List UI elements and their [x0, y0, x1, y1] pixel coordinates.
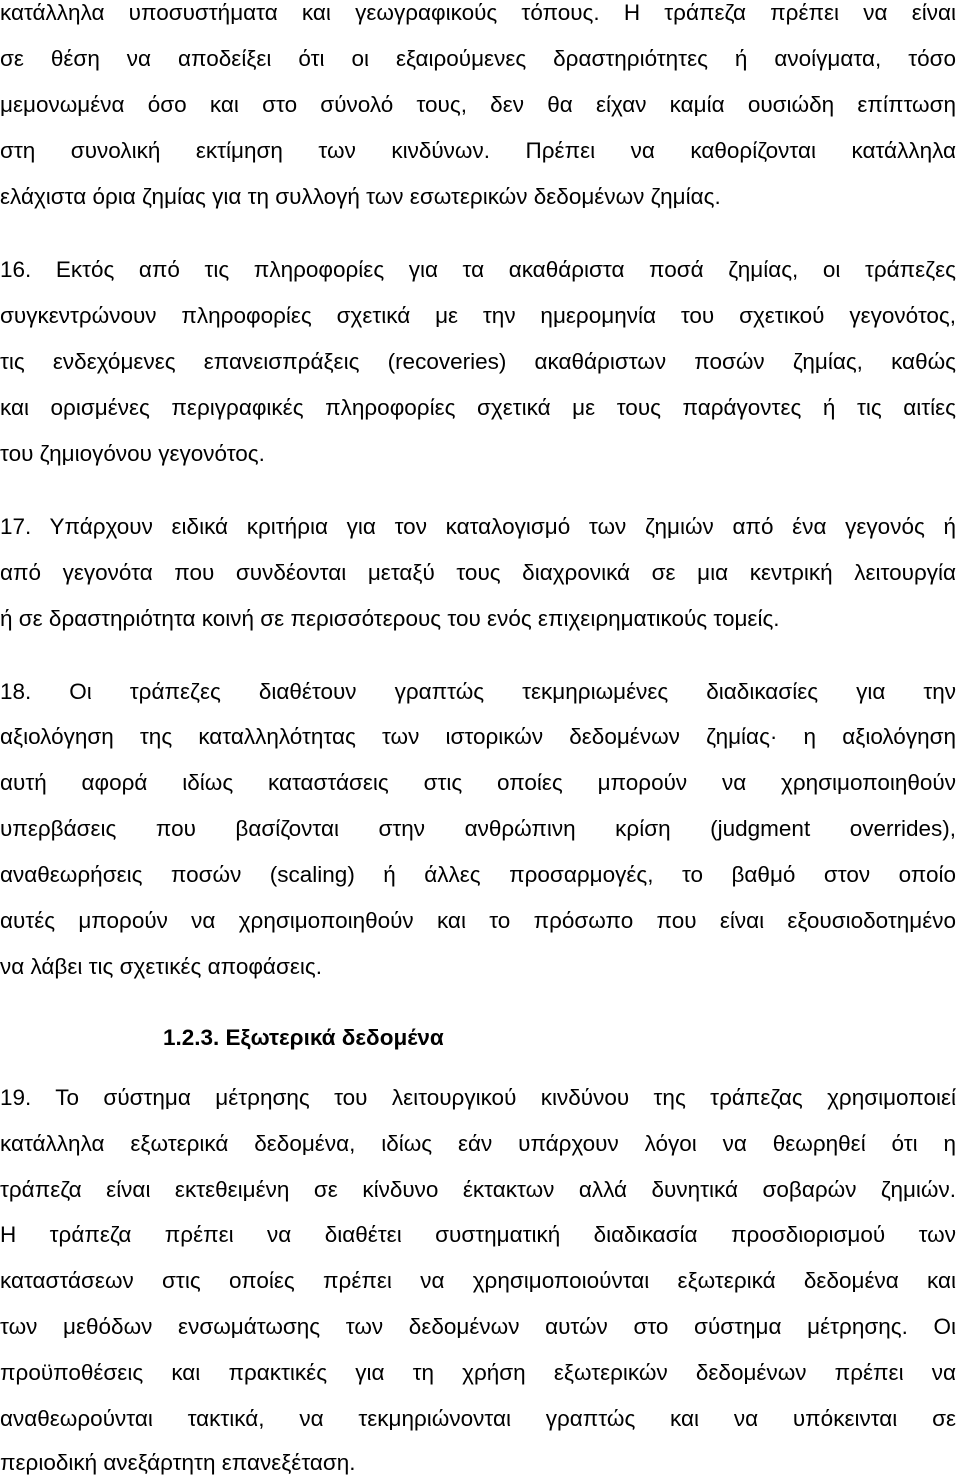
paragraph-19-line: περιοδική ανεξάρτητη επανεξέταση.: [0, 1450, 356, 1475]
paragraph-18-line: αυτές μπορούν να χρησιμοποιηθούν και το πρόσωπο που είναι εξουσιοδοτημένο: [0, 908, 956, 933]
paragraph-19-line: προϋποθέσεις και πρακτικές για τη χρήση εξωτερικών δεδομένων πρέπει να: [0, 1360, 956, 1385]
section-heading: 1.2.3. Εξωτερικά δεδομένα: [163, 1025, 444, 1050]
paragraph-16-line: τις ενδεχόμενες επανεισπράξεις (recoveries) ακαθάριστων ποσών ζημίας, καθώς: [0, 349, 956, 374]
paragraph-17-line: 17. Υπάρχουν ειδικά κριτήρια για τον καταλογισμό των ζημιών από ένα γεγονός ή: [0, 514, 956, 539]
paragraph-19-line: αναθεωρούνται τακτικά, να τεκμηριώνονται γραπτώς και να υπόκεινται σε: [0, 1406, 956, 1431]
paragraph-19-line: τράπεζα είναι εκτεθειμένη σε κίνδυνο έκτακτων αλλά δυνητικά σοβαρών ζημιών.: [0, 1177, 956, 1202]
paragraph-16-line: και ορισμένες περιγραφικές πληροφορίες σχετικά με τους παράγοντες ή τις αιτίες: [0, 395, 956, 420]
paragraph-17-line: ή σε δραστηριότητα κοινή σε περισσότερους του ενός επιχειρηματικούς τομείς.: [0, 606, 780, 631]
paragraph-16-line: του ζημιογόνου γεγονότος.: [0, 441, 265, 466]
paragraph-16-line: 16. Εκτός από τις πληροφορίες για τα ακαθάριστα ποσά ζημίας, οι τράπεζες: [0, 257, 956, 282]
paragraph-18-line: να λάβει τις σχετικές αποφάσεις.: [0, 954, 322, 979]
text-line: σε θέση να αποδείξει ότι οι εξαιρούμενες δραστηριότητες ή ανοίγματα, τόσο: [0, 46, 956, 71]
text-line: κατάλληλα υποσυστήματα και γεωγραφικούς τόπους. Η τράπεζα πρέπει να είναι: [0, 0, 956, 25]
paragraph-16-line: συγκεντρώνουν πληροφορίες σχετικά με την ημερομηνία του σχετικού γεγονότος,: [0, 303, 956, 328]
paragraph-19-line: Η τράπεζα πρέπει να διαθέτει συστηματική διαδικασία προσδιορισμού των: [0, 1222, 956, 1247]
text-line: ελάχιστα όρια ζημίας για τη συλλογή των εσωτερικών δεδομένων ζημίας.: [0, 184, 721, 209]
text-line: μεμονωμένα όσο και στο σύνολό τους, δεν θα είχαν καμία ουσιώδη επίπτωση: [0, 92, 956, 117]
paragraph-18-line: αναθεωρήσεις ποσών (scaling) ή άλλες προσαρμογές, το βαθμό στον οποίο: [0, 862, 956, 887]
paragraph-18-line: υπερβάσεις που βασίζονται στην ανθρώπινη κρίση (judgment overrides),: [0, 816, 956, 841]
paragraph-18-line: αυτή αφορά ιδίως καταστάσεις στις οποίες μπορούν να χρησιμοποιηθούν: [0, 770, 956, 795]
paragraph-17-line: από γεγονότα που συνδέονται μεταξύ τους διαχρονικά σε μια κεντρική λειτουργία: [0, 560, 956, 585]
paragraph-19-line: των μεθόδων ενσωμάτωσης των δεδομένων αυτών στο σύστημα μέτρησης. Οι: [0, 1314, 956, 1339]
paragraph-18-line: 18. Οι τράπεζες διαθέτουν γραπτώς τεκμηριωμένες διαδικασίες για την: [0, 679, 956, 704]
paragraph-19-line: κατάλληλα εξωτερικά δεδομένα, ιδίως εάν υπάρχουν λόγοι να θεωρηθεί ότι η: [0, 1131, 956, 1156]
paragraph-18-line: αξιολόγηση της καταλληλότητας των ιστορικών δεδομένων ζημίας· η αξιολόγηση: [0, 724, 956, 749]
paragraph-19-line: καταστάσεων στις οποίες πρέπει να χρησιμοποιούνται εξωτερικά δεδομένα και: [0, 1268, 956, 1293]
text-line: στη συνολική εκτίμηση των κινδύνων. Πρέπει να καθορίζονται κατάλληλα: [0, 138, 956, 163]
paragraph-19-line: 19. Το σύστημα μέτρησης του λειτουργικού κινδύνου της τράπεζας χρησιμοποιεί: [0, 1085, 956, 1110]
